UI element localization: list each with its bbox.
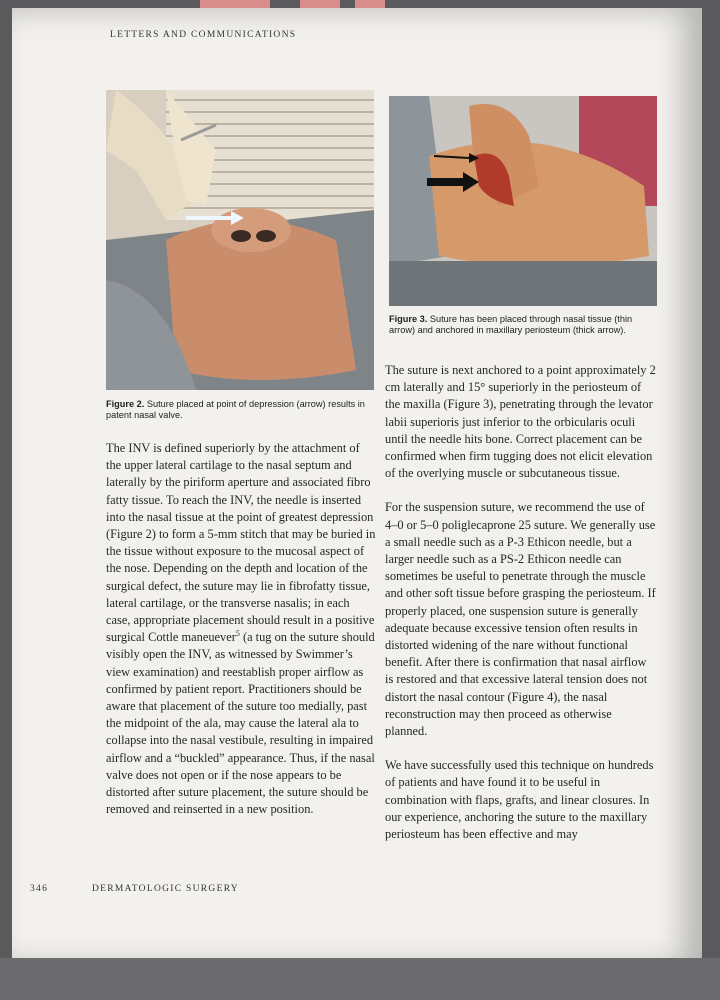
thick-arrow <box>427 178 463 186</box>
figure-label: Figure 2. <box>106 399 145 409</box>
page-edge <box>0 958 720 1000</box>
figure-caption-text: Suture placed at point of depression (arrow) results in patent nasal valve. <box>106 399 365 420</box>
left-column <box>106 440 376 835</box>
paragraph: For the suspension suture, we recommend the use of 4–0 or 5–0 poliglecaprone 25 suture. We generally use a small needle such as a P-3 Ethicon needle, but a larger needle such as a PS-2 Ethicon needle can sometimes be useful to penetrate through the muscle and other soft tissue before grasping the periosteum. If properly placed, one suspension suture is generally adequate because excessive tension often results in distorted widening of the nare without functional benefit. After there is confirmation that nasal airflow is restored and that excessive lateral tension does not distort the nasal contour (Figure 4), the nasal reconstruction may then proceed as otherwise planned. <box>385 500 656 739</box>
paper-tab <box>200 0 270 8</box>
figure-2-caption <box>106 399 378 421</box>
page-number: 346 <box>30 884 49 894</box>
figure-label: Figure 3. <box>389 314 428 324</box>
drape-lower <box>389 261 657 306</box>
paragraph <box>106 440 376 818</box>
figure-2-photo <box>106 90 374 390</box>
paragraph-text: (a tug on the suture should visibly open the INV, as witnessed by Swimmer’s view examination) and reestablish proper airflow as confirmed by patient report. Practitioners should be aware that placement of the suture too medially, past the midpoint of the ala, may cause the lateral ala to collapse into the nasal vestibule, resulting in impaired airflow and a “buckled” appearance. Thus, if the nasal valve does not open or if the nose appears to be distorted after suture placement, the suture should be removed and reinserted in a new position. <box>106 630 375 817</box>
paper-tab <box>355 0 385 8</box>
paper-tab <box>300 0 340 8</box>
journal-name: DERMATOLOGIC SURGERY <box>92 884 239 894</box>
figure-3-caption <box>389 314 659 336</box>
reference-superscript: 5 <box>235 629 240 639</box>
nose <box>211 208 291 252</box>
right-column <box>385 362 657 860</box>
paragraph-text: The INV is defined superiorly by the attachment of the upper lateral cartilage to the nasal septum and laterally by the piriform aperture and associated fibro fatty tissue. To reach the INV, the needle is inserted into the nasal tissue at the point of greatest depression (Figure 2) to form a 5-mm stitch that may be buried in the tissue without exposure to the mucosal aspect of the nose. Depending on the depth and location of the surgical defect, the suture may lie in fibrofatty tissue, lateral cartilage, or the transverse nasalis; in each case, appropriate placement should result in a positive surgical Cottle maneuever <box>106 441 376 645</box>
paragraph: The suture is next anchored to a point approximately 2 cm laterally and 15° superiorly in the periosteum of the maxilla (Figure 3), penetrating through the levator labii superioris just inferior to the orbicularis oculi until the needle hits bone. Correct placement can be confirmed when firm tugging does not elicit elevation of the overlying muscle or subcutaneous tissue. <box>385 363 656 481</box>
figure-caption-text: Suture has been placed through nasal tissue (thin arrow) and anchored in maxillary periosteum (thick arrow). <box>389 314 633 335</box>
paragraph: We have successfully used this technique on hundreds of patients and have found it to be useful in combination with flaps, grafts, and linear closures. In our experience, anchoring the suture to the maxillary periosteum has been effective and may <box>385 758 654 842</box>
figure-3-photo <box>389 96 657 306</box>
running-head: LETTERS AND COMMUNICATIONS <box>110 30 297 40</box>
